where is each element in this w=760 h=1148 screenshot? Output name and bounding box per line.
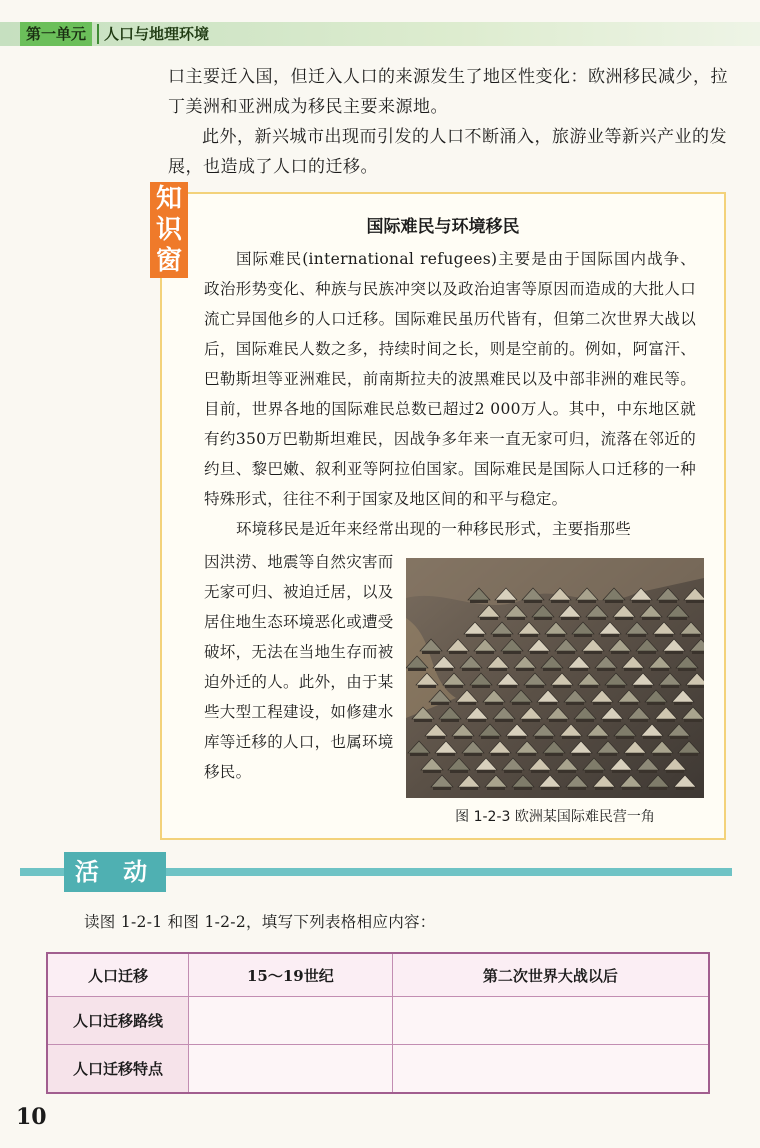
tent-shadow — [466, 634, 484, 637]
refugees-paragraph: 国际难民(international refugees)主要是由于国际国内战争、政治形势变化、种族与民族冲突以及政治迫害等原因而造成的大批人口流亡异国他乡的人口迁移。国际难民虽历代皆有，但第二次世界大战以后，国际难民人数之多，持续时间之长，则是空前的。例如，阿富汗、巴勒斯坦等亚洲难民，前南斯拉夫的波黑难民以及中部非洲的难民等。目前，世界各地的国际难民总数已超过2 000万人。其中，中东地区就有约350万巴勒斯坦难民，因战争多年来一直无家可归，流落在邻近的约旦、黎巴嫩、叙利亚等阿拉伯国家。国际难民是国际人口迁移的一种特殊形式，往往不利于国家及地区间的和平与稳定。 — [204, 250, 696, 508]
tent-shadow — [476, 651, 494, 654]
tent-shadow — [692, 651, 704, 654]
tent-shadow — [531, 770, 549, 773]
tent-shadow — [589, 736, 607, 739]
tent-shadow — [638, 651, 656, 654]
body-paragraph-1: 口主要迁入国，但迁入人口的来源发生了地区性变化：欧洲移民减少，拉丁美洲和亚洲成为移民主要来源地。 — [168, 67, 728, 117]
tent-shadow — [588, 617, 606, 620]
tent-shadow — [676, 787, 694, 790]
tent-shadow — [578, 600, 596, 603]
row-label: 人口迁移特点 — [47, 1044, 189, 1093]
table-header-cell: 第二次世界大战以后 — [392, 953, 709, 997]
tent-shadow — [626, 753, 644, 756]
tent-shadow — [489, 668, 507, 671]
tent-shadow — [630, 719, 648, 722]
environmental-migrants-intro: 环境移民是近年来经常出现的一种移民形式，主要指那些 — [236, 520, 632, 538]
answer-cell[interactable] — [392, 997, 709, 1045]
tent-shadow — [423, 770, 441, 773]
tent-shadow — [682, 634, 700, 637]
unit-header — [0, 22, 760, 46]
tent-shadow — [458, 702, 476, 705]
tent-shadow — [655, 634, 673, 637]
body-text — [168, 62, 736, 182]
knowledge-window-label: 知识窗 — [156, 184, 183, 276]
refugee-camp-image — [406, 558, 704, 798]
tent-shadow — [472, 685, 490, 688]
tent-shadow — [480, 617, 498, 620]
tent-shadow — [661, 685, 679, 688]
tent-shadow — [422, 651, 440, 654]
tent-shadow — [524, 600, 542, 603]
table-row — [47, 997, 709, 1045]
tent-shadow — [680, 753, 698, 756]
tent-shadow — [665, 651, 683, 654]
tent-shadow — [574, 634, 592, 637]
tent-shadow — [534, 617, 552, 620]
tent-shadow — [493, 634, 511, 637]
tent-shadow — [477, 770, 495, 773]
tent-shadow — [491, 753, 509, 756]
tent-shadow — [688, 685, 704, 688]
table-row — [47, 1044, 709, 1093]
tent-shadow — [657, 719, 675, 722]
tent-shadow — [522, 719, 540, 722]
tent-shadow — [497, 600, 515, 603]
tent-shadow — [553, 685, 571, 688]
tent-shadow — [615, 617, 633, 620]
tent-shadow — [530, 651, 548, 654]
unit-title: 人口与地理环境 — [104, 25, 210, 43]
tent-shadow — [460, 787, 478, 790]
tent-shadow — [678, 668, 696, 671]
tent-shadow — [543, 668, 561, 671]
activity-tab: 活 动 — [64, 852, 166, 892]
tent-shadow — [431, 702, 449, 705]
tent-shadow — [607, 685, 625, 688]
tent-shadow — [632, 600, 650, 603]
tent-shadow — [599, 753, 617, 756]
tent-shadow — [520, 634, 538, 637]
page-number: 10 — [16, 1104, 47, 1130]
tent-shadow — [568, 787, 586, 790]
tent-shadow — [504, 770, 522, 773]
tent-shadow — [414, 719, 432, 722]
tent-shadow — [572, 753, 590, 756]
tent-shadow — [686, 600, 704, 603]
tent-shadow — [539, 702, 557, 705]
tent-shadow — [624, 668, 642, 671]
tent-shadow — [485, 702, 503, 705]
tent-shadow — [449, 651, 467, 654]
tent-shadow — [605, 600, 623, 603]
tent-shadow — [593, 702, 611, 705]
tent-shadow — [435, 668, 453, 671]
tent-shadow — [481, 736, 499, 739]
tent-shadow — [585, 770, 603, 773]
tent-shadow — [437, 753, 455, 756]
tent-shadow — [634, 685, 652, 688]
answer-cell[interactable] — [392, 1044, 709, 1093]
tent-shadow — [612, 770, 630, 773]
tent-shadow — [450, 770, 468, 773]
tent-shadow — [418, 685, 436, 688]
tent-shadow — [410, 753, 428, 756]
tent-shadow — [558, 770, 576, 773]
tent-shadow — [566, 702, 584, 705]
tent-shadow — [584, 651, 602, 654]
tent-shadow — [507, 617, 525, 620]
tent-shadow — [518, 753, 536, 756]
tent-shadow — [622, 787, 640, 790]
tent-shadow — [468, 719, 486, 722]
tent-shadow — [470, 600, 488, 603]
table-header-row — [47, 953, 709, 997]
tent-shadow — [514, 787, 532, 790]
tent-shadow — [433, 787, 451, 790]
tent-shadow — [570, 668, 588, 671]
table-header-cell: 15～19世纪 — [189, 953, 393, 997]
tent-shadow — [669, 617, 687, 620]
tent-shadow — [454, 736, 472, 739]
tent-shadow — [639, 770, 657, 773]
tent-shadow — [666, 770, 684, 773]
tent-shadow — [576, 719, 594, 722]
tent-shadow — [495, 719, 513, 722]
tent-shadow — [427, 736, 445, 739]
tent-shadow — [516, 668, 534, 671]
body-paragraph-2: 此外，新兴城市出现而引发的人口不断涌入，旅游业等新兴产业的发展，也造成了人口的迁移。 — [168, 127, 727, 177]
tent-shadow — [526, 685, 544, 688]
activity-instructions: 读图 1-2-1 和图 1-2-2，填写下列表格相应内容： — [84, 913, 436, 931]
tent-shadow — [616, 736, 634, 739]
tent-shadow — [535, 736, 553, 739]
tent-shadow — [595, 787, 613, 790]
tent-shadow — [551, 600, 569, 603]
knowledge-window-title: 国际难民与环境移民 — [366, 217, 520, 237]
tent-shadow — [441, 719, 459, 722]
tent-shadow — [487, 787, 505, 790]
environmental-migrants-body: 因洪涝、地震等自然灾害而无家可归、被迫迁居，以及居住地生态环境恶化或遭受破坏，无法在当地生存而被迫外迁的人。此外，由于某些大型工程建设，如修建水库等迁移的人口，也属环境移民。 — [204, 553, 394, 781]
tent-shadow — [512, 702, 530, 705]
tent-shadow — [611, 651, 629, 654]
tent-shadow — [541, 787, 559, 790]
tent-shadow — [580, 685, 598, 688]
tent-shadow — [545, 753, 563, 756]
tent-shadow — [643, 736, 661, 739]
row-label: 人口迁移路线 — [47, 997, 189, 1045]
answer-cell[interactable] — [189, 1044, 393, 1093]
tent-shadow — [561, 617, 579, 620]
tent-shadow — [462, 668, 480, 671]
tent-shadow — [499, 685, 517, 688]
tent-shadow — [674, 702, 692, 705]
tent-shadow — [549, 719, 567, 722]
tent-shadow — [557, 651, 575, 654]
tent-shadow — [642, 617, 660, 620]
tent-shadow — [653, 753, 671, 756]
refugee-camp-photo — [406, 558, 704, 798]
tent-shadow — [628, 634, 646, 637]
tent-shadow — [601, 634, 619, 637]
activity-table — [46, 952, 710, 1094]
tent-shadow — [503, 651, 521, 654]
tent-shadow — [547, 634, 565, 637]
tent-shadow — [659, 600, 677, 603]
tent-shadow — [408, 668, 426, 671]
tent-shadow — [508, 736, 526, 739]
tent-shadow — [651, 668, 669, 671]
header-divider — [97, 24, 99, 44]
tent-shadow — [684, 719, 702, 722]
tent-shadow — [445, 685, 463, 688]
tent-shadow — [597, 668, 615, 671]
photo-caption: 图 1-2-3 欧洲某国际难民营一角 — [455, 809, 655, 825]
answer-cell[interactable] — [189, 997, 393, 1045]
unit-label: 第一单元 — [20, 22, 92, 46]
tent-shadow — [649, 787, 667, 790]
tent-shadow — [647, 702, 665, 705]
tent-shadow — [562, 736, 580, 739]
tent-shadow — [464, 753, 482, 756]
tent-shadow — [620, 702, 638, 705]
tent-shadow — [603, 719, 621, 722]
tent-shadow — [670, 736, 688, 739]
table-header-cell: 人口迁移 — [47, 953, 189, 997]
